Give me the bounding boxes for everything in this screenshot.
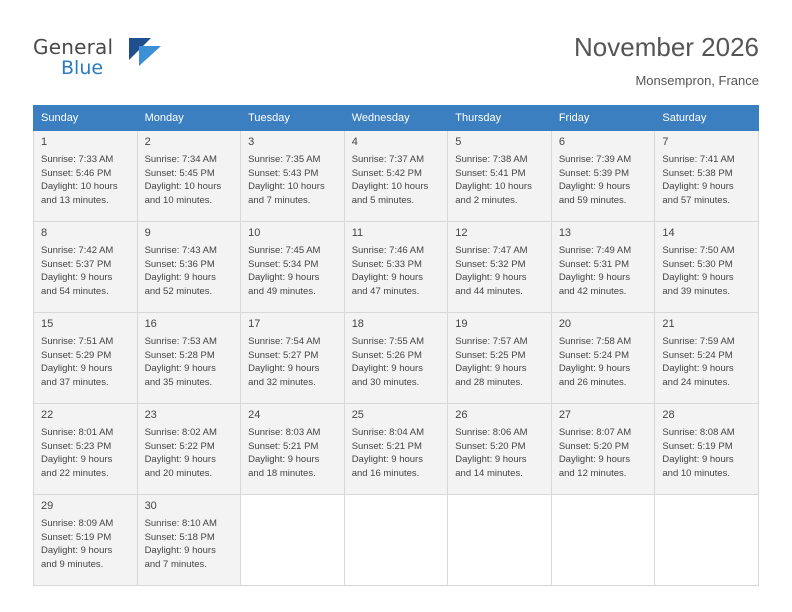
sunrise-text: Sunrise: 7:53 AM — [144, 336, 217, 347]
daylight-text-line2: and 5 minutes. — [351, 194, 415, 206]
daylight-text-line2: and 37 minutes. — [41, 376, 109, 388]
sunset-text: Sunset: 5:19 PM — [662, 440, 733, 452]
day-details — [448, 149, 551, 207]
day-number: 10 — [248, 227, 261, 239]
sunset-text: Sunset: 5:34 PM — [248, 258, 319, 270]
daylight-text-line1: Daylight: 10 hours — [144, 181, 222, 192]
sunrise-text: Sunrise: 7:45 AM — [248, 245, 321, 256]
sunset-text: Sunset: 5:22 PM — [144, 440, 215, 452]
day-details — [345, 422, 448, 480]
sunrise-text: Sunrise: 8:08 AM — [662, 427, 735, 438]
day-number: 25 — [351, 409, 364, 421]
daylight-text-line1: Daylight: 10 hours — [248, 181, 325, 192]
sunset-text: Sunset: 5:43 PM — [248, 167, 319, 179]
sunset-text: Sunset: 5:26 PM — [351, 349, 422, 361]
day-number: 8 — [41, 227, 48, 239]
day-number: 6 — [558, 136, 565, 148]
daylight-text-line1: Daylight: 9 hours — [144, 272, 216, 283]
weekday-header-sunday: Sunday — [34, 106, 138, 131]
sunrise-text: Sunrise: 7:39 AM — [558, 154, 632, 165]
sunset-text: Sunset: 5:24 PM — [558, 349, 630, 361]
day-details — [241, 422, 344, 480]
day-number: 23 — [144, 409, 157, 421]
day-number: 3 — [248, 136, 255, 148]
day-details — [552, 240, 655, 298]
day-cell[interactable] — [344, 404, 448, 495]
day-details — [552, 331, 655, 389]
sunrise-text: Sunrise: 8:01 AM — [41, 427, 114, 438]
sunset-text: Sunset: 5:29 PM — [41, 349, 112, 361]
sunset-text: Sunset: 5:24 PM — [662, 349, 733, 361]
sunset-text: Sunset: 5:46 PM — [41, 167, 112, 179]
day-details — [448, 240, 551, 298]
weekday-header-tuesday: Tuesday — [241, 106, 345, 131]
sunset-text: Sunset: 5:21 PM — [248, 440, 319, 452]
sunrise-text: Sunrise: 7:33 AM — [41, 154, 114, 165]
day-details — [241, 331, 344, 389]
day-cell[interactable] — [551, 222, 655, 313]
daylight-text-line1: Daylight: 9 hours — [662, 454, 734, 465]
daylight-text-line1: Daylight: 9 hours — [41, 454, 113, 465]
daylight-text-line2: and 18 minutes. — [248, 467, 316, 479]
daylight-text-line1: Daylight: 9 hours — [455, 272, 527, 283]
daylight-text-line1: Daylight: 9 hours — [662, 272, 734, 283]
daylight-text-line1: Daylight: 10 hours — [351, 181, 429, 192]
day-cell[interactable] — [551, 313, 655, 404]
daylight-text-line2: and 14 minutes. — [455, 467, 523, 479]
sunrise-text: Sunrise: 8:03 AM — [248, 427, 321, 438]
calendar-week-row — [34, 131, 759, 222]
daylight-text-line2: and 52 minutes. — [144, 285, 213, 297]
sunset-text: Sunset: 5:20 PM — [455, 440, 526, 452]
daylight-text-line1: Daylight: 9 hours — [248, 363, 320, 374]
daylight-text-line1: Daylight: 9 hours — [662, 363, 734, 374]
daylight-text-line2: and 28 minutes. — [455, 376, 523, 388]
daylight-text-line1: Daylight: 9 hours — [41, 272, 113, 283]
daylight-text-line2: and 47 minutes. — [351, 285, 420, 297]
day-cell[interactable] — [34, 131, 138, 222]
daylight-text-line2: and 30 minutes. — [351, 376, 420, 388]
sunset-text: Sunset: 5:33 PM — [351, 258, 422, 270]
day-number: 28 — [662, 409, 675, 421]
logo-word-general: General — [33, 35, 114, 59]
daylight-text-line2: and 26 minutes. — [558, 376, 627, 388]
page-header — [33, 30, 759, 98]
daylight-text-line1: Daylight: 9 hours — [662, 181, 734, 192]
day-number: 17 — [248, 318, 261, 330]
day-cell[interactable] — [655, 313, 759, 404]
daylight-text-line1: Daylight: 9 hours — [248, 454, 320, 465]
day-cell[interactable] — [137, 404, 241, 495]
weekday-header-monday: Monday — [137, 106, 241, 131]
sunrise-text: Sunrise: 7:47 AM — [455, 245, 528, 256]
daylight-text-line2: and 7 minutes. — [248, 194, 311, 206]
sunset-text: Sunset: 5:37 PM — [41, 258, 112, 270]
day-number: 19 — [455, 318, 468, 330]
day-cell[interactable] — [241, 222, 345, 313]
sunrise-text: Sunrise: 8:06 AM — [455, 427, 528, 438]
daylight-text-line2: and 44 minutes. — [455, 285, 523, 297]
daylight-text-line1: Daylight: 9 hours — [351, 363, 423, 374]
daylight-text-line2: and 12 minutes. — [558, 467, 627, 479]
day-cell[interactable] — [344, 313, 448, 404]
location-subtitle: Monsempron, France — [635, 73, 759, 88]
day-number: 14 — [662, 227, 675, 239]
daylight-text-line2: and 9 minutes. — [41, 558, 104, 570]
day-details — [138, 149, 241, 207]
day-details — [138, 331, 241, 389]
calendar-week-row — [34, 222, 759, 313]
day-cell[interactable] — [448, 131, 552, 222]
calendar-week-row — [34, 313, 759, 404]
daylight-text-line1: Daylight: 9 hours — [558, 272, 631, 283]
logo-triangle-icon — [129, 38, 163, 64]
day-details — [241, 149, 344, 207]
sunrise-text: Sunrise: 7:59 AM — [662, 336, 735, 347]
sunset-text: Sunset: 5:18 PM — [144, 531, 215, 543]
daylight-text-line1: Daylight: 9 hours — [558, 181, 631, 192]
day-cell[interactable] — [655, 222, 759, 313]
day-number: 15 — [41, 318, 54, 330]
weekday-header-thursday: Thursday — [448, 106, 552, 131]
sunset-text: Sunset: 5:20 PM — [558, 440, 630, 452]
sunset-text: Sunset: 5:19 PM — [41, 531, 112, 543]
day-cell[interactable] — [448, 313, 552, 404]
day-details — [345, 149, 448, 207]
daylight-text-line1: Daylight: 9 hours — [41, 363, 113, 374]
calendar-week-row — [34, 495, 759, 586]
daylight-text-line2: and 24 minutes. — [662, 376, 730, 388]
day-cell-empty — [344, 495, 448, 586]
day-number: 27 — [558, 409, 572, 421]
sunset-text: Sunset: 5:28 PM — [144, 349, 215, 361]
daylight-text-line2: and 42 minutes. — [558, 285, 627, 297]
day-number: 24 — [248, 409, 261, 421]
sunrise-text: Sunrise: 7:41 AM — [662, 154, 735, 165]
day-number: 11 — [351, 227, 364, 239]
day-details — [34, 149, 137, 207]
day-details — [448, 422, 551, 480]
day-cell[interactable] — [137, 131, 241, 222]
day-details — [345, 240, 448, 298]
day-number: 9 — [144, 227, 151, 239]
sunrise-text: Sunrise: 7:37 AM — [351, 154, 425, 165]
sunrise-text: Sunrise: 8:02 AM — [144, 427, 217, 438]
daylight-text-line2: and 54 minutes. — [41, 285, 109, 297]
sunrise-text: Sunrise: 7:38 AM — [455, 154, 528, 165]
sunset-text: Sunset: 5:32 PM — [455, 258, 526, 270]
day-cell[interactable] — [551, 131, 655, 222]
day-cell[interactable] — [448, 222, 552, 313]
day-number: 22 — [41, 409, 54, 421]
day-cell[interactable] — [137, 313, 241, 404]
day-cell-empty — [448, 495, 552, 586]
daylight-text-line2: and 49 minutes. — [248, 285, 316, 297]
day-number: 26 — [455, 409, 468, 421]
daylight-text-line1: Daylight: 9 hours — [144, 454, 216, 465]
daylight-text-line1: Daylight: 9 hours — [144, 545, 216, 556]
sunrise-text: Sunrise: 7:34 AM — [144, 154, 217, 165]
sunrise-text: Sunrise: 7:42 AM — [41, 245, 114, 256]
day-details — [345, 331, 448, 389]
day-number: 12 — [455, 227, 468, 239]
daylight-text-line2: and 22 minutes. — [41, 467, 109, 479]
day-number: 13 — [558, 227, 572, 239]
day-number: 18 — [351, 318, 364, 330]
sunrise-text: Sunrise: 7:43 AM — [144, 245, 217, 256]
day-cell[interactable] — [34, 313, 138, 404]
daylight-text-line2: and 10 minutes. — [662, 467, 730, 479]
sunrise-text: Sunrise: 7:51 AM — [41, 336, 114, 347]
day-number: 21 — [662, 318, 675, 330]
day-cell-empty — [655, 495, 759, 586]
day-number: 30 — [144, 500, 157, 512]
sunset-text: Sunset: 5:36 PM — [144, 258, 215, 270]
daylight-text-line2: and 2 minutes. — [455, 194, 518, 206]
daylight-text-line2: and 13 minutes. — [41, 194, 109, 206]
sunset-text: Sunset: 5:39 PM — [558, 167, 630, 179]
day-cell[interactable] — [344, 222, 448, 313]
day-number: 1 — [41, 136, 48, 148]
day-details — [34, 331, 137, 389]
day-cell[interactable] — [241, 404, 345, 495]
sunset-text: Sunset: 5:41 PM — [455, 167, 526, 179]
daylight-text-line2: and 20 minutes. — [144, 467, 213, 479]
daylight-text-line1: Daylight: 9 hours — [558, 454, 631, 465]
sunrise-text: Sunrise: 7:58 AM — [558, 336, 632, 347]
day-number: 4 — [351, 136, 358, 148]
sunrise-text: Sunrise: 7:49 AM — [558, 245, 632, 256]
sunrise-text: Sunrise: 8:10 AM — [144, 518, 217, 529]
day-cell-empty — [241, 495, 345, 586]
daylight-text-line1: Daylight: 9 hours — [558, 363, 631, 374]
daylight-text-line1: Daylight: 10 hours — [41, 181, 118, 192]
daylight-text-line1: Daylight: 9 hours — [351, 272, 423, 283]
day-details — [138, 240, 241, 298]
sunrise-text: Sunrise: 8:07 AM — [558, 427, 632, 438]
sunset-text: Sunset: 5:27 PM — [248, 349, 319, 361]
sunset-text: Sunset: 5:31 PM — [558, 258, 630, 270]
sunset-text: Sunset: 5:23 PM — [41, 440, 112, 452]
day-number: 7 — [662, 136, 669, 148]
day-number: 5 — [455, 136, 462, 148]
day-details — [138, 513, 241, 571]
day-details — [34, 513, 137, 571]
logo-word-blue: Blue — [61, 57, 104, 79]
daylight-text-line2: and 7 minutes. — [144, 558, 207, 570]
daylight-text-line1: Daylight: 9 hours — [455, 363, 527, 374]
sunrise-text: Sunrise: 7:55 AM — [351, 336, 425, 347]
day-details — [448, 331, 551, 389]
sunset-text: Sunset: 5:25 PM — [455, 349, 526, 361]
calendar-table — [33, 105, 759, 586]
day-details — [241, 240, 344, 298]
day-cell[interactable] — [551, 404, 655, 495]
sunrise-text: Sunrise: 7:46 AM — [351, 245, 425, 256]
page-title: November 2026 — [574, 32, 759, 62]
day-cell[interactable] — [34, 495, 138, 586]
day-cell[interactable] — [137, 495, 241, 586]
day-cell[interactable] — [241, 131, 345, 222]
title-block — [574, 30, 759, 89]
weekday-header-friday: Friday — [551, 106, 655, 131]
daylight-text-line2: and 35 minutes. — [144, 376, 213, 388]
day-details — [655, 422, 758, 480]
weekday-header-wednesday: Wednesday — [344, 106, 448, 131]
daylight-text-line2: and 10 minutes. — [144, 194, 213, 206]
weekday-header-saturday: Saturday — [655, 106, 759, 131]
day-number: 2 — [144, 136, 151, 148]
day-number: 29 — [41, 500, 54, 512]
sunrise-text: Sunrise: 7:57 AM — [455, 336, 528, 347]
sunset-text: Sunset: 5:38 PM — [662, 167, 733, 179]
sunrise-text: Sunrise: 7:50 AM — [662, 245, 735, 256]
daylight-text-line1: Daylight: 9 hours — [455, 454, 527, 465]
day-cell[interactable] — [655, 404, 759, 495]
daylight-text-line1: Daylight: 9 hours — [248, 272, 320, 283]
sunset-text: Sunset: 5:21 PM — [351, 440, 422, 452]
sunset-text: Sunset: 5:30 PM — [662, 258, 733, 270]
day-number: 20 — [558, 318, 572, 330]
general-blue-logo[interactable] — [33, 35, 233, 91]
day-cell[interactable] — [34, 404, 138, 495]
day-details — [34, 240, 137, 298]
weekday-header-row — [34, 106, 759, 131]
sunrise-text: Sunrise: 8:04 AM — [351, 427, 425, 438]
daylight-text-line1: Daylight: 9 hours — [144, 363, 216, 374]
day-number: 16 — [144, 318, 157, 330]
daylight-text-line1: Daylight: 9 hours — [351, 454, 423, 465]
sunset-text: Sunset: 5:42 PM — [351, 167, 422, 179]
sunrise-text: Sunrise: 8:09 AM — [41, 518, 114, 529]
day-details — [552, 422, 655, 480]
day-cell[interactable] — [241, 313, 345, 404]
daylight-text-line2: and 57 minutes. — [662, 194, 730, 206]
daylight-text-line2: and 59 minutes. — [558, 194, 627, 206]
day-details — [655, 149, 758, 207]
day-details — [138, 422, 241, 480]
daylight-text-line2: and 16 minutes. — [351, 467, 420, 479]
sunrise-text: Sunrise: 7:54 AM — [248, 336, 321, 347]
sunrise-text: Sunrise: 7:35 AM — [248, 154, 321, 165]
day-details — [655, 240, 758, 298]
day-cell[interactable] — [448, 404, 552, 495]
day-details — [552, 149, 655, 207]
day-cell[interactable] — [34, 222, 138, 313]
day-details — [655, 331, 758, 389]
daylight-text-line2: and 32 minutes. — [248, 376, 316, 388]
day-cell[interactable] — [137, 222, 241, 313]
day-details — [34, 422, 137, 480]
daylight-text-line1: Daylight: 9 hours — [41, 545, 113, 556]
day-cell[interactable] — [344, 131, 448, 222]
day-cell-empty — [551, 495, 655, 586]
daylight-text-line1: Daylight: 10 hours — [455, 181, 532, 192]
daylight-text-line2: and 39 minutes. — [662, 285, 730, 297]
sunset-text: Sunset: 5:45 PM — [144, 167, 215, 179]
day-cell[interactable] — [655, 131, 759, 222]
calendar-week-row — [34, 404, 759, 495]
